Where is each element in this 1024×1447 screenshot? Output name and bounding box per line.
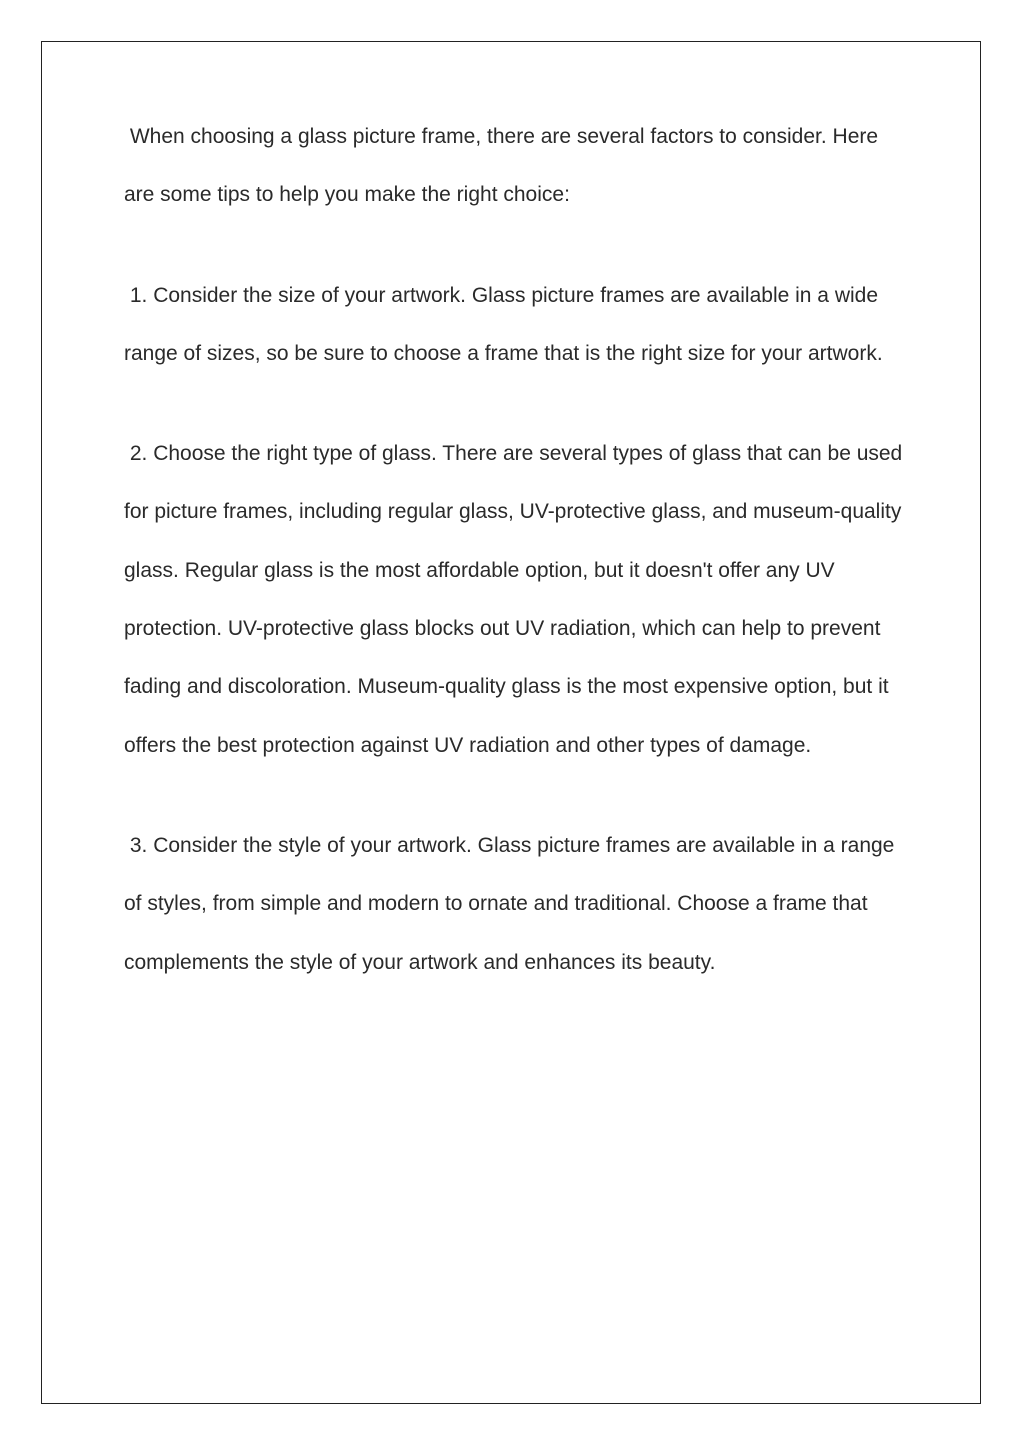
tip-1-paragraph: 1. Consider the size of your artwork. Glass picture frames are available in a wide range of sizes, so be sure to choose a frame that is the right size for your artwork. bbox=[124, 283, 884, 365]
tip-2-paragraph: 2. Choose the right type of glass. There are several types of glass that can be used for picture frames, including regular glass, UV-protective glass, and museum-quality glass. Regular glass is the most affordable option, but it doesn't offer any UV protection. UV-protective glass blocks out UV radiation, which can help to prevent fading and discoloration. Museum-quality glass is the most expensive option, but it offers the best protection against UV radiation and other types of damage. bbox=[124, 442, 909, 757]
document-body bbox=[124, 108, 914, 992]
intro-paragraph: When choosing a glass picture frame, there are several factors to consider. Here are some tips to help you make the right choice: bbox=[124, 125, 884, 207]
tip-3-paragraph: 3. Consider the style of your artwork. Glass picture frames are available in a range of styles, from simple and modern to ornate and traditional. Choose a frame that complements the style of your artwork and enhances its beauty. bbox=[124, 833, 901, 974]
